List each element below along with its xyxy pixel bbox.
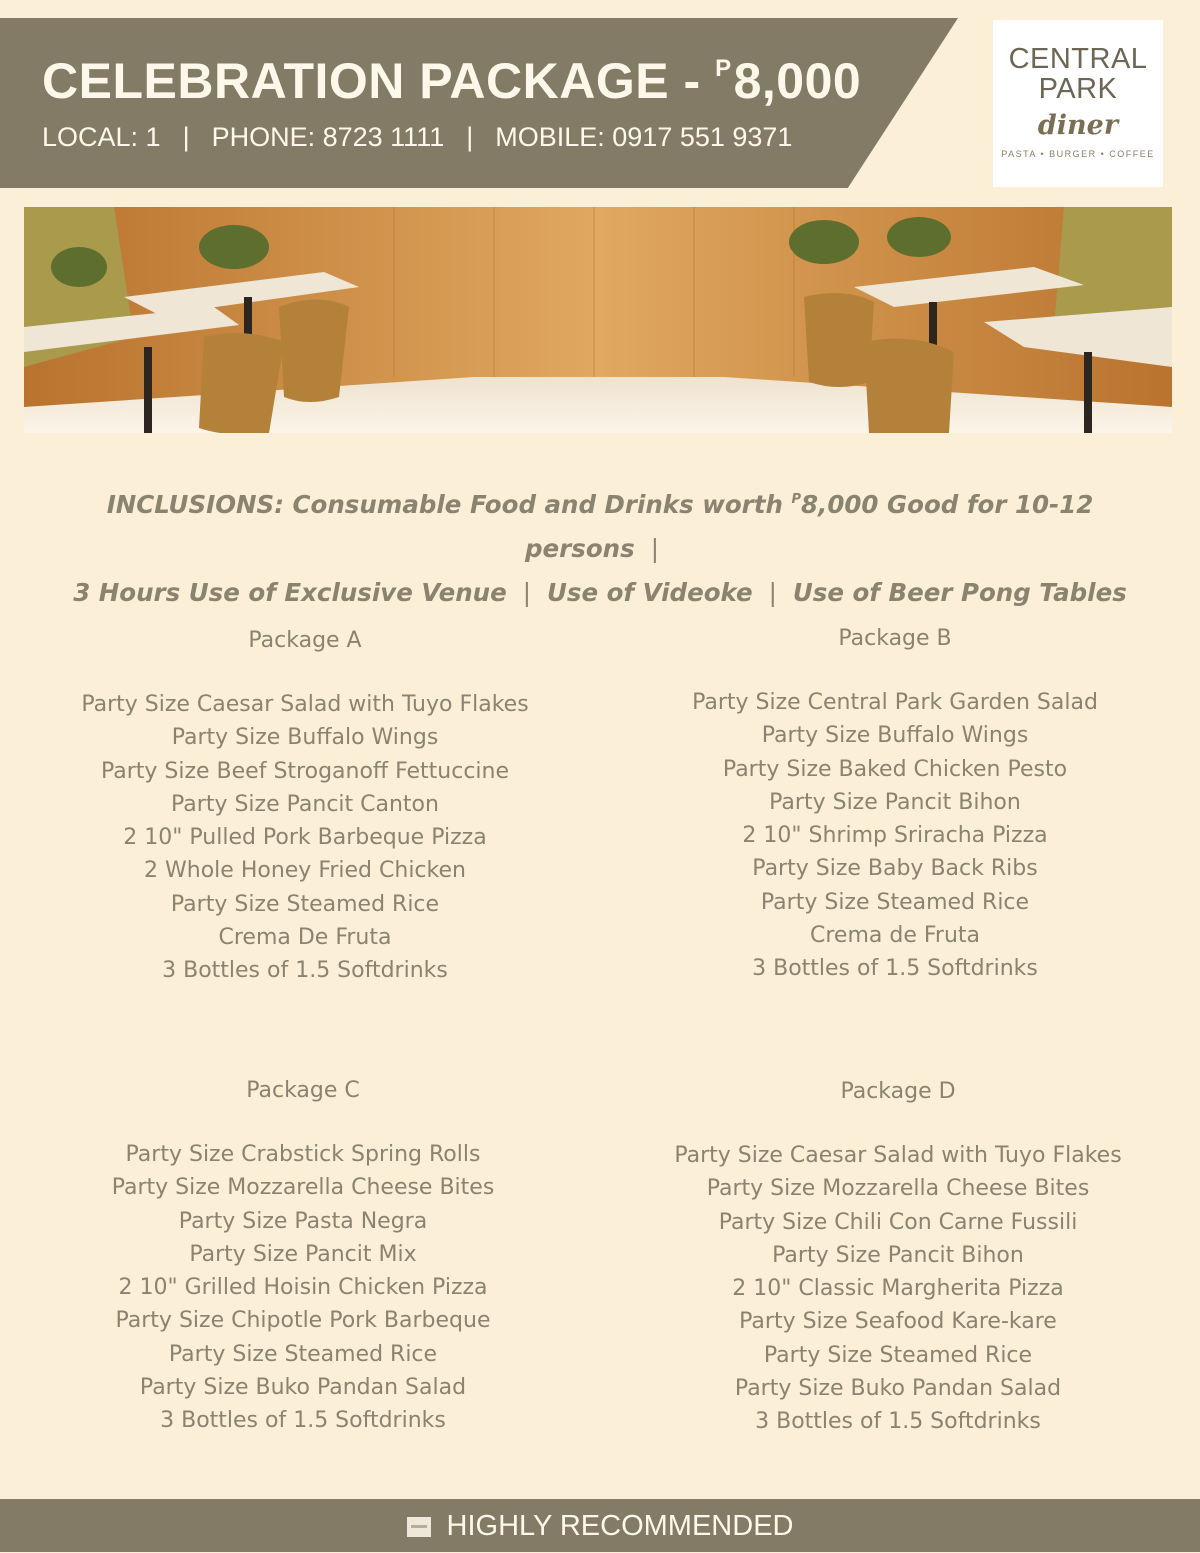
page-title <box>42 52 861 110</box>
menu-item: 3 Bottles of 1.5 Softdrinks <box>160 1408 446 1434</box>
package-title: Package D <box>840 1079 956 1104</box>
title-prefix: CELEBRATION PACKAGE - <box>42 53 701 109</box>
menu-item: Party Size Pancit Bihon <box>769 789 1021 815</box>
menu-item: Party Size Crabstick Spring Rolls <box>125 1142 481 1167</box>
separator: | <box>466 122 474 152</box>
venue-photo-illustration <box>24 207 1172 433</box>
menu-item: Party Size Buko Pandan Salad <box>139 1375 467 1401</box>
menu-item: Party Size Seafood Kare-kare <box>739 1309 1057 1335</box>
menu-item: Crema de Fruta <box>809 923 980 949</box>
menu-item: Party Size Steamed Rice <box>760 889 1030 915</box>
menu-item: Party Size Steamed Rice <box>168 1341 438 1367</box>
menu-item: Party Size Buffalo Wings <box>171 725 439 751</box>
package-items <box>615 686 1175 986</box>
menu-item: Party Size Baked Chicken Pesto <box>722 756 1068 782</box>
central-park-diner-logo <box>993 20 1163 187</box>
menu-item: Party Size Pancit Canton <box>171 791 439 817</box>
mobile-number: MOBILE: 0917 551 9371 <box>495 122 793 152</box>
menu-item: Party Size Pasta Negra <box>178 1208 428 1234</box>
currency-symbol: P <box>715 55 732 82</box>
inclusions-section <box>40 478 1160 615</box>
menu-item: 3 Bottles of 1.5 Softdrinks <box>162 958 448 984</box>
menu-item: Party Size Pancit Bihon <box>772 1242 1024 1268</box>
inclusions-line-1 <box>40 478 1160 571</box>
package-b <box>615 624 1175 986</box>
menu-item: Party Size Steamed Rice <box>763 1342 1033 1368</box>
menu-item: Party Size Steamed Rice <box>170 891 440 917</box>
separator: | <box>650 534 659 563</box>
separator: | <box>522 578 531 607</box>
package-items <box>25 688 585 988</box>
menu-item: 2 10" Shrimp Sriracha Pizza <box>742 823 1048 849</box>
package-title: Package C <box>246 1078 360 1103</box>
menu-item: 2 10" Classic Margherita Pizza <box>732 1276 1064 1302</box>
package-title: Package A <box>248 628 362 653</box>
menu-item: Party Size Buko Pandan Salad <box>734 1376 1062 1402</box>
package-d <box>618 1077 1178 1439</box>
menu-item: Crema De Fruta <box>218 925 392 951</box>
inclusion-videoke: Use of Videoke <box>546 578 753 607</box>
inclusions-text-b: 8,000 Good for 10-12 persons <box>525 490 1094 563</box>
menu-item: Party Size Mozzarella Cheese Bites <box>111 1175 495 1201</box>
menu-item: 2 10" Grilled Hoisin Chicken Pizza <box>118 1275 488 1301</box>
logo-line-central: CENTRAL <box>1008 43 1148 75</box>
menu-item: Party Size Buffalo Wings <box>761 723 1029 749</box>
menu-item: Party Size Chili Con Carne Fussili <box>718 1209 1078 1235</box>
separator: | <box>768 578 777 607</box>
menu-item: 2 10" Pulled Pork Barbeque Pizza <box>123 825 487 851</box>
local-number: LOCAL: 1 <box>42 122 161 152</box>
menu-item: 2 Whole Honey Fried Chicken <box>144 858 466 884</box>
menu-item: Party Size Beef Stroganoff Fettuccine <box>100 758 510 784</box>
menu-item: 3 Bottles of 1.5 Softdrinks <box>755 1409 1041 1435</box>
menu-item: Party Size Chipotle Pork Barbeque <box>115 1308 491 1334</box>
menu-item: Party Size Mozzarella Cheese Bites <box>706 1176 1090 1202</box>
menu-item: Party Size Caesar Salad with Tuyo Flakes <box>674 1143 1122 1168</box>
menu-item: Party Size Pancit Mix <box>189 1241 417 1267</box>
menu-item: Party Size Central Park Garden Salad <box>692 690 1098 715</box>
logo-script-diner: diner <box>1037 110 1119 141</box>
venue-photo <box>24 207 1172 433</box>
footer-label: HIGHLY RECOMMENDED <box>446 1510 794 1542</box>
package-items <box>23 1138 583 1438</box>
footer-banner <box>0 1499 1200 1552</box>
inclusion-venue: 3 Hours Use of Exclusive Venue <box>73 578 507 607</box>
phone-number: PHONE: 8723 1111 <box>211 122 445 152</box>
package-items <box>618 1139 1178 1439</box>
contact-line <box>42 122 792 153</box>
inclusion-beer-pong: Use of Beer Pong Tables <box>792 578 1127 607</box>
inclusions-text-a: INCLUSIONS: Consumable Food and Drinks worth <box>106 490 792 519</box>
logo-line-park: PARK <box>1038 73 1118 105</box>
currency-symbol: P <box>791 492 801 507</box>
package-title: Package B <box>838 626 952 651</box>
menu-item: Party Size Caesar Salad with Tuyo Flakes <box>81 692 529 717</box>
title-price: 8,000 <box>733 53 862 109</box>
separator: | <box>182 122 190 152</box>
logo-tagline: PASTA • BURGER • COFFEE <box>1001 149 1155 159</box>
recommended-icon <box>407 1517 431 1537</box>
menu-item: Party Size Baby Back Ribs <box>752 856 1038 882</box>
menu-item: 3 Bottles of 1.5 Softdrinks <box>752 956 1038 982</box>
package-a <box>25 626 585 988</box>
inclusions-line-2 <box>40 571 1160 615</box>
package-c <box>23 1076 583 1438</box>
